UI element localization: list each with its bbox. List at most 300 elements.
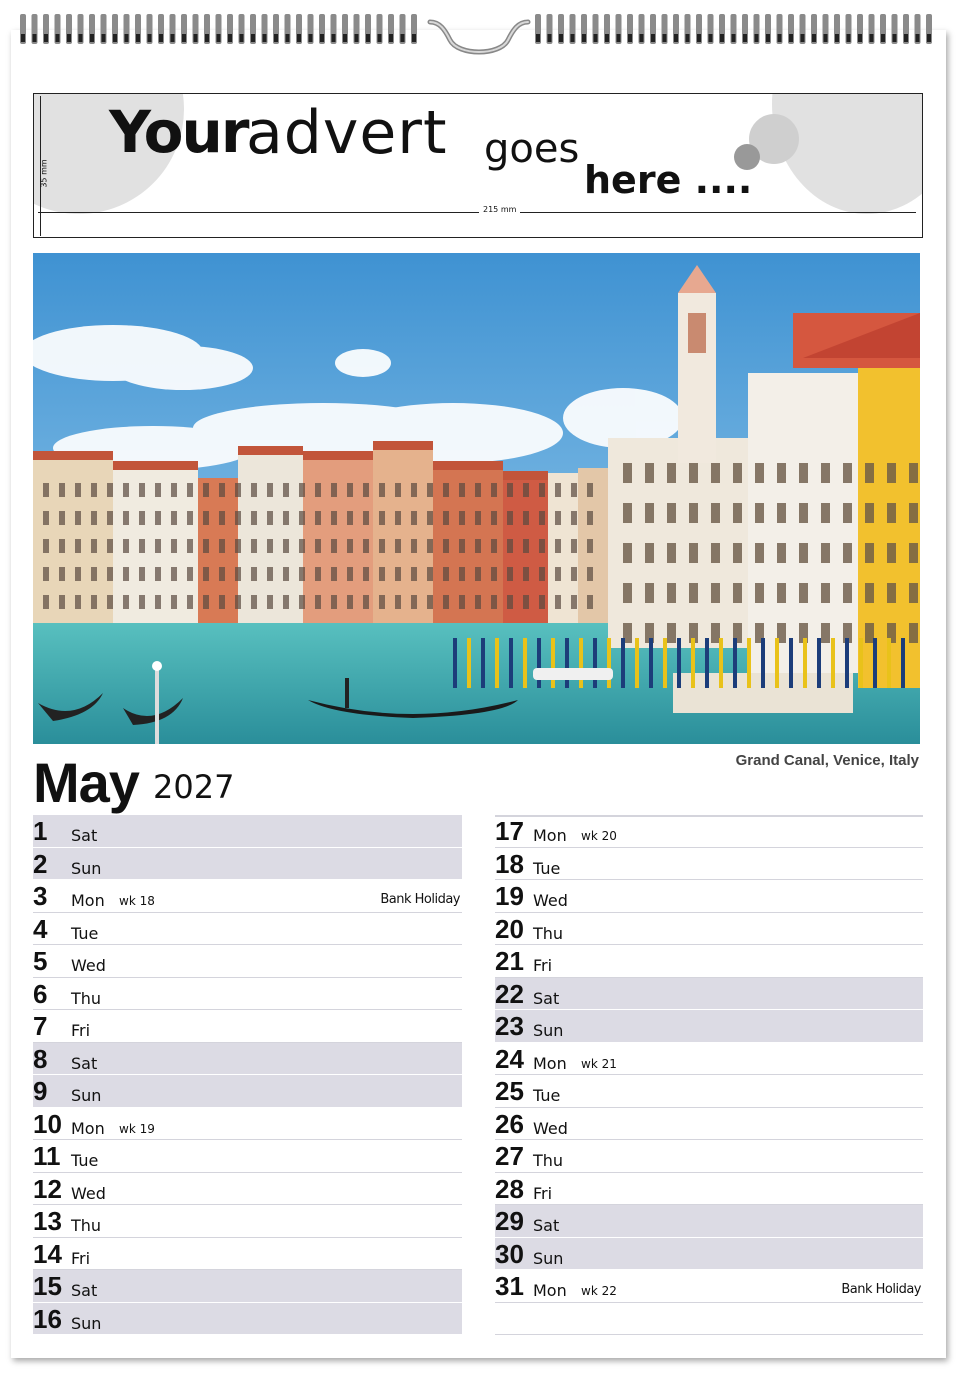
day-row — [495, 880, 923, 913]
day-of-week: Sat — [533, 1216, 560, 1235]
binding-hole — [332, 34, 336, 42]
window — [107, 539, 113, 553]
window — [887, 503, 896, 523]
window — [283, 483, 289, 497]
window — [219, 595, 225, 609]
binding-hole — [240, 34, 244, 42]
window — [733, 503, 742, 523]
window — [909, 623, 918, 643]
window — [667, 583, 676, 603]
window — [491, 595, 497, 609]
day-number: 18 — [495, 848, 524, 879]
window — [363, 567, 369, 581]
window — [507, 539, 513, 553]
binding-hole — [617, 34, 621, 42]
week-number: wk 18 — [119, 894, 155, 908]
day-row — [33, 1010, 462, 1043]
binding-hole — [755, 34, 759, 42]
week-number: wk 19 — [119, 1121, 155, 1136]
binding-hole — [663, 34, 667, 42]
window — [219, 483, 225, 497]
advert-word-your: Your — [109, 98, 248, 166]
wire-binding — [0, 0, 961, 60]
window — [443, 567, 449, 581]
window — [219, 567, 225, 581]
day-of-week: Sun — [71, 1313, 102, 1333]
day-number: 17 — [495, 816, 524, 846]
window — [123, 511, 129, 525]
mooring-post — [607, 638, 611, 688]
binding-hole — [720, 34, 724, 42]
binding-hole — [125, 34, 129, 42]
day-row — [495, 1108, 923, 1141]
window — [395, 595, 401, 609]
binding-hole — [743, 34, 747, 42]
binding-hole — [171, 34, 175, 42]
week-number: wk 21 — [581, 1056, 617, 1071]
holiday-note: Bank Holiday — [841, 1282, 921, 1297]
window — [507, 511, 513, 525]
day-number: 5 — [33, 946, 48, 976]
window — [379, 567, 385, 581]
day-number: 24 — [495, 1043, 524, 1074]
day-number: 1 — [33, 816, 48, 846]
mooring-post — [593, 638, 597, 688]
window — [539, 483, 545, 497]
day-row — [33, 1043, 462, 1076]
window — [267, 567, 273, 581]
window — [251, 539, 257, 553]
day-row — [495, 1270, 923, 1303]
mooring-post — [747, 638, 751, 688]
window — [475, 511, 481, 525]
window — [887, 583, 896, 603]
binding-hole — [102, 34, 106, 42]
window — [155, 511, 161, 525]
window — [539, 511, 545, 525]
window — [459, 595, 465, 609]
window — [821, 463, 830, 483]
window — [123, 595, 129, 609]
binding-hole — [571, 34, 575, 42]
window — [155, 567, 161, 581]
window — [755, 583, 764, 603]
window — [251, 483, 257, 497]
window — [155, 595, 161, 609]
window — [59, 511, 65, 525]
decor-arc — [772, 93, 923, 214]
binding-hole — [548, 34, 552, 42]
mooring-post — [523, 638, 527, 688]
window — [75, 483, 81, 497]
window — [755, 503, 764, 523]
binding-hole — [33, 34, 37, 42]
window — [443, 539, 449, 553]
binding-hole — [343, 34, 347, 42]
window — [331, 595, 337, 609]
window — [555, 595, 561, 609]
window — [887, 463, 896, 483]
window — [623, 503, 632, 523]
window — [235, 595, 241, 609]
window — [539, 567, 545, 581]
day-of-week: Mon — [533, 826, 567, 845]
window — [299, 511, 305, 525]
day-row — [33, 1140, 462, 1173]
window — [411, 567, 417, 581]
day-of-week: Wed — [533, 891, 568, 910]
mooring-post — [467, 638, 471, 688]
binding-hole — [56, 34, 60, 42]
day-row — [33, 1303, 462, 1336]
day-number: 29 — [495, 1206, 524, 1236]
window — [777, 463, 786, 483]
window — [171, 595, 177, 609]
window — [443, 595, 449, 609]
day-number: 25 — [495, 1076, 524, 1106]
mooring-post — [481, 638, 485, 688]
window — [711, 623, 720, 643]
window — [821, 543, 830, 563]
window — [667, 623, 676, 643]
window — [363, 539, 369, 553]
window — [91, 567, 97, 581]
binding-hole — [90, 34, 94, 42]
binding-hole — [67, 34, 71, 42]
day-of-week: Sun — [71, 1086, 102, 1105]
day-number: 26 — [495, 1108, 524, 1139]
window — [711, 583, 720, 603]
day-number: 3 — [33, 881, 48, 911]
window — [107, 567, 113, 581]
binding-hole — [320, 34, 324, 42]
binding-hole — [205, 34, 209, 42]
window — [587, 539, 593, 553]
window — [283, 595, 289, 609]
day-of-week: Tue — [533, 1086, 561, 1105]
day-number: 22 — [495, 978, 524, 1009]
day-row — [33, 913, 462, 946]
day-of-week: Wed — [533, 1118, 568, 1138]
window — [821, 583, 830, 603]
window — [235, 483, 241, 497]
window — [139, 567, 145, 581]
window — [623, 543, 632, 563]
day-of-week: Thu — [71, 988, 102, 1008]
window — [733, 463, 742, 483]
mooring-post — [789, 638, 793, 688]
window — [235, 539, 241, 553]
window — [865, 583, 874, 603]
window — [139, 483, 145, 497]
week-number: wk 20 — [581, 829, 617, 843]
window — [887, 543, 896, 563]
window — [523, 511, 529, 525]
window — [139, 511, 145, 525]
day-of-week: Mon — [533, 1053, 567, 1073]
day-row — [495, 1238, 923, 1271]
window — [821, 503, 830, 523]
window — [59, 567, 65, 581]
window — [251, 567, 257, 581]
year-title: 2027 — [153, 768, 235, 806]
window — [187, 483, 193, 497]
window — [347, 567, 353, 581]
day-number: 20 — [495, 913, 524, 944]
advert-word-advert: advert — [246, 98, 448, 168]
window — [59, 539, 65, 553]
dimension-label-height: 35 mm — [39, 159, 49, 188]
window — [523, 595, 529, 609]
window — [539, 539, 545, 553]
binding-hole — [640, 34, 644, 42]
binding-hole — [366, 34, 370, 42]
binding-hole — [21, 34, 25, 42]
mooring-post — [873, 638, 877, 688]
window — [491, 483, 497, 497]
window — [623, 583, 632, 603]
window — [91, 511, 97, 525]
window — [91, 595, 97, 609]
window — [347, 511, 353, 525]
window — [363, 483, 369, 497]
window — [507, 595, 513, 609]
window — [123, 539, 129, 553]
window — [299, 483, 305, 497]
window — [865, 543, 874, 563]
window — [379, 539, 385, 553]
week-number: wk 22 — [581, 1284, 617, 1298]
window — [411, 511, 417, 525]
binding-hole — [686, 34, 690, 42]
window — [267, 483, 273, 497]
window — [59, 595, 65, 609]
window — [315, 567, 321, 581]
day-row — [33, 1075, 462, 1108]
window — [315, 483, 321, 497]
window — [315, 539, 321, 553]
binding-hole — [605, 34, 609, 42]
mooring-post — [677, 638, 681, 688]
window — [711, 543, 720, 563]
binding-hole — [674, 34, 678, 42]
binding-hole — [251, 34, 255, 42]
mooring-post — [775, 638, 779, 688]
window — [523, 539, 529, 553]
window — [235, 567, 241, 581]
window — [507, 567, 513, 581]
window — [395, 483, 401, 497]
window — [43, 567, 49, 581]
day-of-week: Sat — [71, 1281, 98, 1300]
binding-hole — [159, 34, 163, 42]
window — [667, 503, 676, 523]
day-of-week: Sun — [533, 1021, 564, 1040]
window — [123, 483, 129, 497]
mooring-post — [803, 638, 807, 688]
day-number: 2 — [33, 848, 48, 879]
window — [799, 583, 808, 603]
day-row — [495, 1043, 923, 1076]
window — [427, 539, 433, 553]
binding-hole — [835, 34, 839, 42]
window — [283, 539, 289, 553]
window — [379, 511, 385, 525]
day-row — [495, 815, 923, 848]
binding-hole — [812, 34, 816, 42]
window — [155, 539, 161, 553]
window — [427, 567, 433, 581]
binding-hole — [582, 34, 586, 42]
window — [347, 595, 353, 609]
day-of-week: Sun — [71, 858, 102, 878]
day-of-week: Sat — [71, 1053, 98, 1073]
window — [843, 583, 852, 603]
window — [187, 511, 193, 525]
window — [909, 503, 918, 523]
window — [799, 503, 808, 523]
window — [523, 567, 529, 581]
window — [59, 483, 65, 497]
day-number: 7 — [33, 1011, 48, 1041]
window — [523, 483, 529, 497]
window — [171, 511, 177, 525]
day-row — [33, 1238, 462, 1271]
binding-hole — [182, 34, 186, 42]
window — [645, 503, 654, 523]
window — [645, 583, 654, 603]
window — [251, 511, 257, 525]
window — [75, 595, 81, 609]
binding-hole — [355, 34, 359, 42]
photo-illustration — [33, 253, 920, 744]
window — [283, 511, 289, 525]
binding-hole — [113, 34, 117, 42]
mooring-post — [705, 638, 709, 688]
window — [909, 463, 918, 483]
window — [733, 583, 742, 603]
window — [491, 539, 497, 553]
day-of-week: Mon — [71, 1118, 105, 1138]
day-number: 27 — [495, 1141, 524, 1171]
window — [667, 543, 676, 563]
day-number: 28 — [495, 1173, 524, 1204]
binding-hole — [893, 34, 897, 42]
day-number: 8 — [33, 1043, 48, 1074]
day-row — [495, 848, 923, 881]
day-row — [495, 978, 923, 1011]
window — [139, 539, 145, 553]
mooring-post — [901, 638, 905, 688]
window — [555, 511, 561, 525]
window — [395, 539, 401, 553]
window — [347, 483, 353, 497]
day-number: 11 — [33, 1141, 61, 1171]
window — [865, 463, 874, 483]
binding-hole — [697, 34, 701, 42]
day-row — [33, 1205, 462, 1238]
day-of-week: Thu — [533, 923, 564, 943]
dimension-line-width — [38, 212, 916, 213]
window — [475, 539, 481, 553]
dimension-label-width: 215 mm — [479, 205, 520, 214]
window — [91, 483, 97, 497]
window — [711, 503, 720, 523]
window — [43, 595, 49, 609]
window — [571, 567, 577, 581]
window — [379, 483, 385, 497]
window — [43, 539, 49, 553]
window — [331, 483, 337, 497]
window — [203, 511, 209, 525]
window — [107, 483, 113, 497]
day-of-week: Sun — [533, 1248, 564, 1268]
window — [689, 583, 698, 603]
binding-hole — [309, 34, 313, 42]
window — [799, 463, 808, 483]
window — [755, 543, 764, 563]
day-number: 23 — [495, 1011, 524, 1041]
window — [107, 511, 113, 525]
day-of-week: Thu — [71, 1216, 102, 1235]
window — [219, 511, 225, 525]
day-number: 19 — [495, 881, 524, 911]
mooring-post — [495, 638, 499, 688]
mooring-post — [859, 638, 863, 688]
window — [411, 595, 417, 609]
mooring-post — [887, 638, 891, 688]
window — [645, 463, 654, 483]
day-row — [495, 1075, 923, 1108]
day-number: 14 — [33, 1238, 62, 1269]
day-row — [495, 945, 923, 978]
binding-hole — [44, 34, 48, 42]
window — [571, 539, 577, 553]
binding-hole — [628, 34, 632, 42]
day-of-week: Thu — [533, 1151, 564, 1170]
window — [623, 463, 632, 483]
window — [587, 511, 593, 525]
window — [555, 539, 561, 553]
window — [75, 567, 81, 581]
advert-word-here: here .... — [584, 158, 753, 202]
binding-hole — [709, 34, 713, 42]
mooring-post — [761, 638, 765, 688]
binding-hole — [536, 34, 540, 42]
mooring-post — [663, 638, 667, 688]
window — [733, 543, 742, 563]
binding-hole — [274, 34, 278, 42]
day-of-week: Fri — [533, 956, 553, 975]
window — [689, 463, 698, 483]
window — [91, 539, 97, 553]
days-column-right — [495, 815, 923, 1335]
window — [711, 463, 720, 483]
window — [203, 567, 209, 581]
window — [459, 511, 465, 525]
window — [363, 595, 369, 609]
window — [909, 543, 918, 563]
binding-hole — [789, 34, 793, 42]
binding-hole — [401, 34, 405, 42]
binding-hole — [412, 34, 416, 42]
window — [843, 543, 852, 563]
day-number: 21 — [495, 946, 524, 976]
day-number: 16 — [33, 1303, 62, 1334]
window — [755, 463, 764, 483]
mooring-post — [831, 638, 835, 688]
window — [363, 511, 369, 525]
